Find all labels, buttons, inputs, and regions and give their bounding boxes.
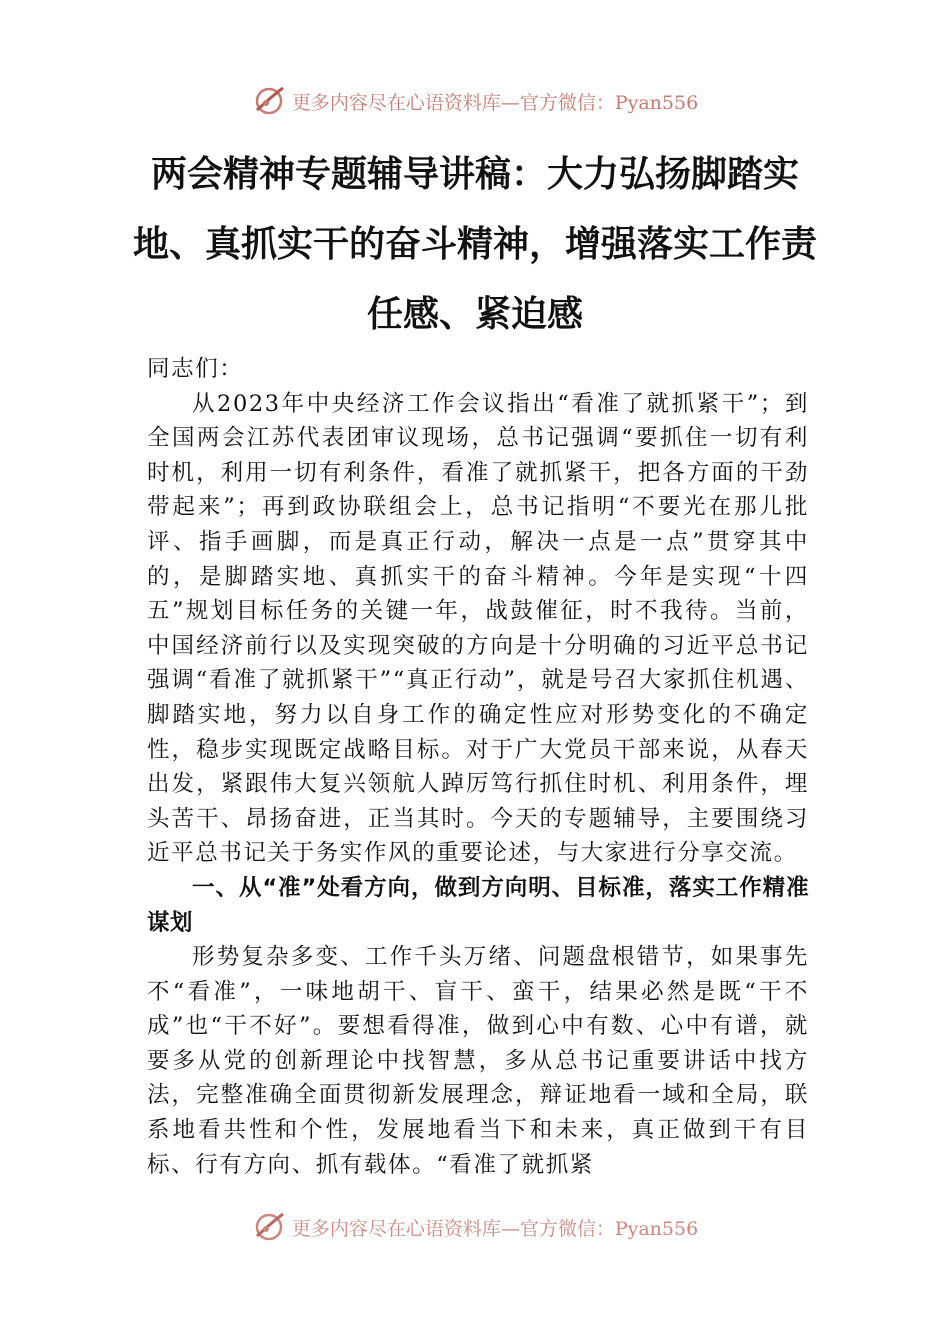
section-heading: 一、从“准”处看方向，做到方向明、目标准，落实工作精准谋划 bbox=[147, 874, 809, 936]
salutation: 同志们： bbox=[147, 356, 244, 382]
document-title: 两会精神专题辅导讲稿：大力弘扬脚踏实地、真抓实干的奋斗精神，增强落实工作责任感、紧迫感 bbox=[132, 154, 817, 335]
watermark-text: 更多内容尽在心语资料库—官方微信：Pyan556 bbox=[291, 91, 699, 114]
brush-logo-icon bbox=[252, 1210, 288, 1244]
brush-logo-icon bbox=[252, 84, 288, 118]
paragraph: 形势复杂多变、工作千头万绪、问题盘根错节，如果事先不“看准”，一味地胡干、盲干、蛮干，结果必然是既“干不成”也“干不好”。要想看得准，做到心中有数、心中有谱，就要多从党的创新理论中找智慧，多从总书记重要讲话中找方法，完整准确全面贯彻新发展理念，辩证地看一域和全局，联系地看共性和个性，发展地看当下和未来，真正做到干有目标、行有方向、抓有载体。“看准了就抓紧 bbox=[147, 944, 809, 1178]
paragraph: 从2023年中央经济工作会议指出“看准了就抓紧干”；到全国两会江苏代表团审议现场，总书记强调“要抓住一切有利时机，利用一切有利条件，看准了就抓紧干，把各方面的干劲带起来”；再到政协联组会上，总书记指明“不要光在那儿批评、指手画脚，而是真正行动，解决一点是一点”贯穿其中的，是脚踏实地、真抓实干的奋斗精神。今年是实现“十四五”规划目标任务的关键一年，战鼓催征，时不我待。当前，中国经济前行以及实现突破的方向是十分明确的习近平总书记强调“看准了就抓紧干”“真正行动”，就是号召大家抓住机遇、脚踏实地，努力以自身工作的确定性应对形势变化的不确定性，稳步实现既定战略目标。对于广大党员干部来说，从春天出发，紧跟伟大复兴领航人踔厉笃行抓住时机、利用条件，埋头苦干、昂扬奋进，正当其时。今天的专题辅导，主要围绕习近平总书记关于务实作风的重要论述，与大家进行分享交流。 bbox=[147, 390, 809, 867]
document-body bbox=[147, 352, 809, 1220]
watermark-header bbox=[0, 84, 950, 118]
watermark-footer bbox=[0, 1210, 950, 1244]
watermark-text: 更多内容尽在心语资料库—官方微信：Pyan556 bbox=[291, 1217, 699, 1240]
